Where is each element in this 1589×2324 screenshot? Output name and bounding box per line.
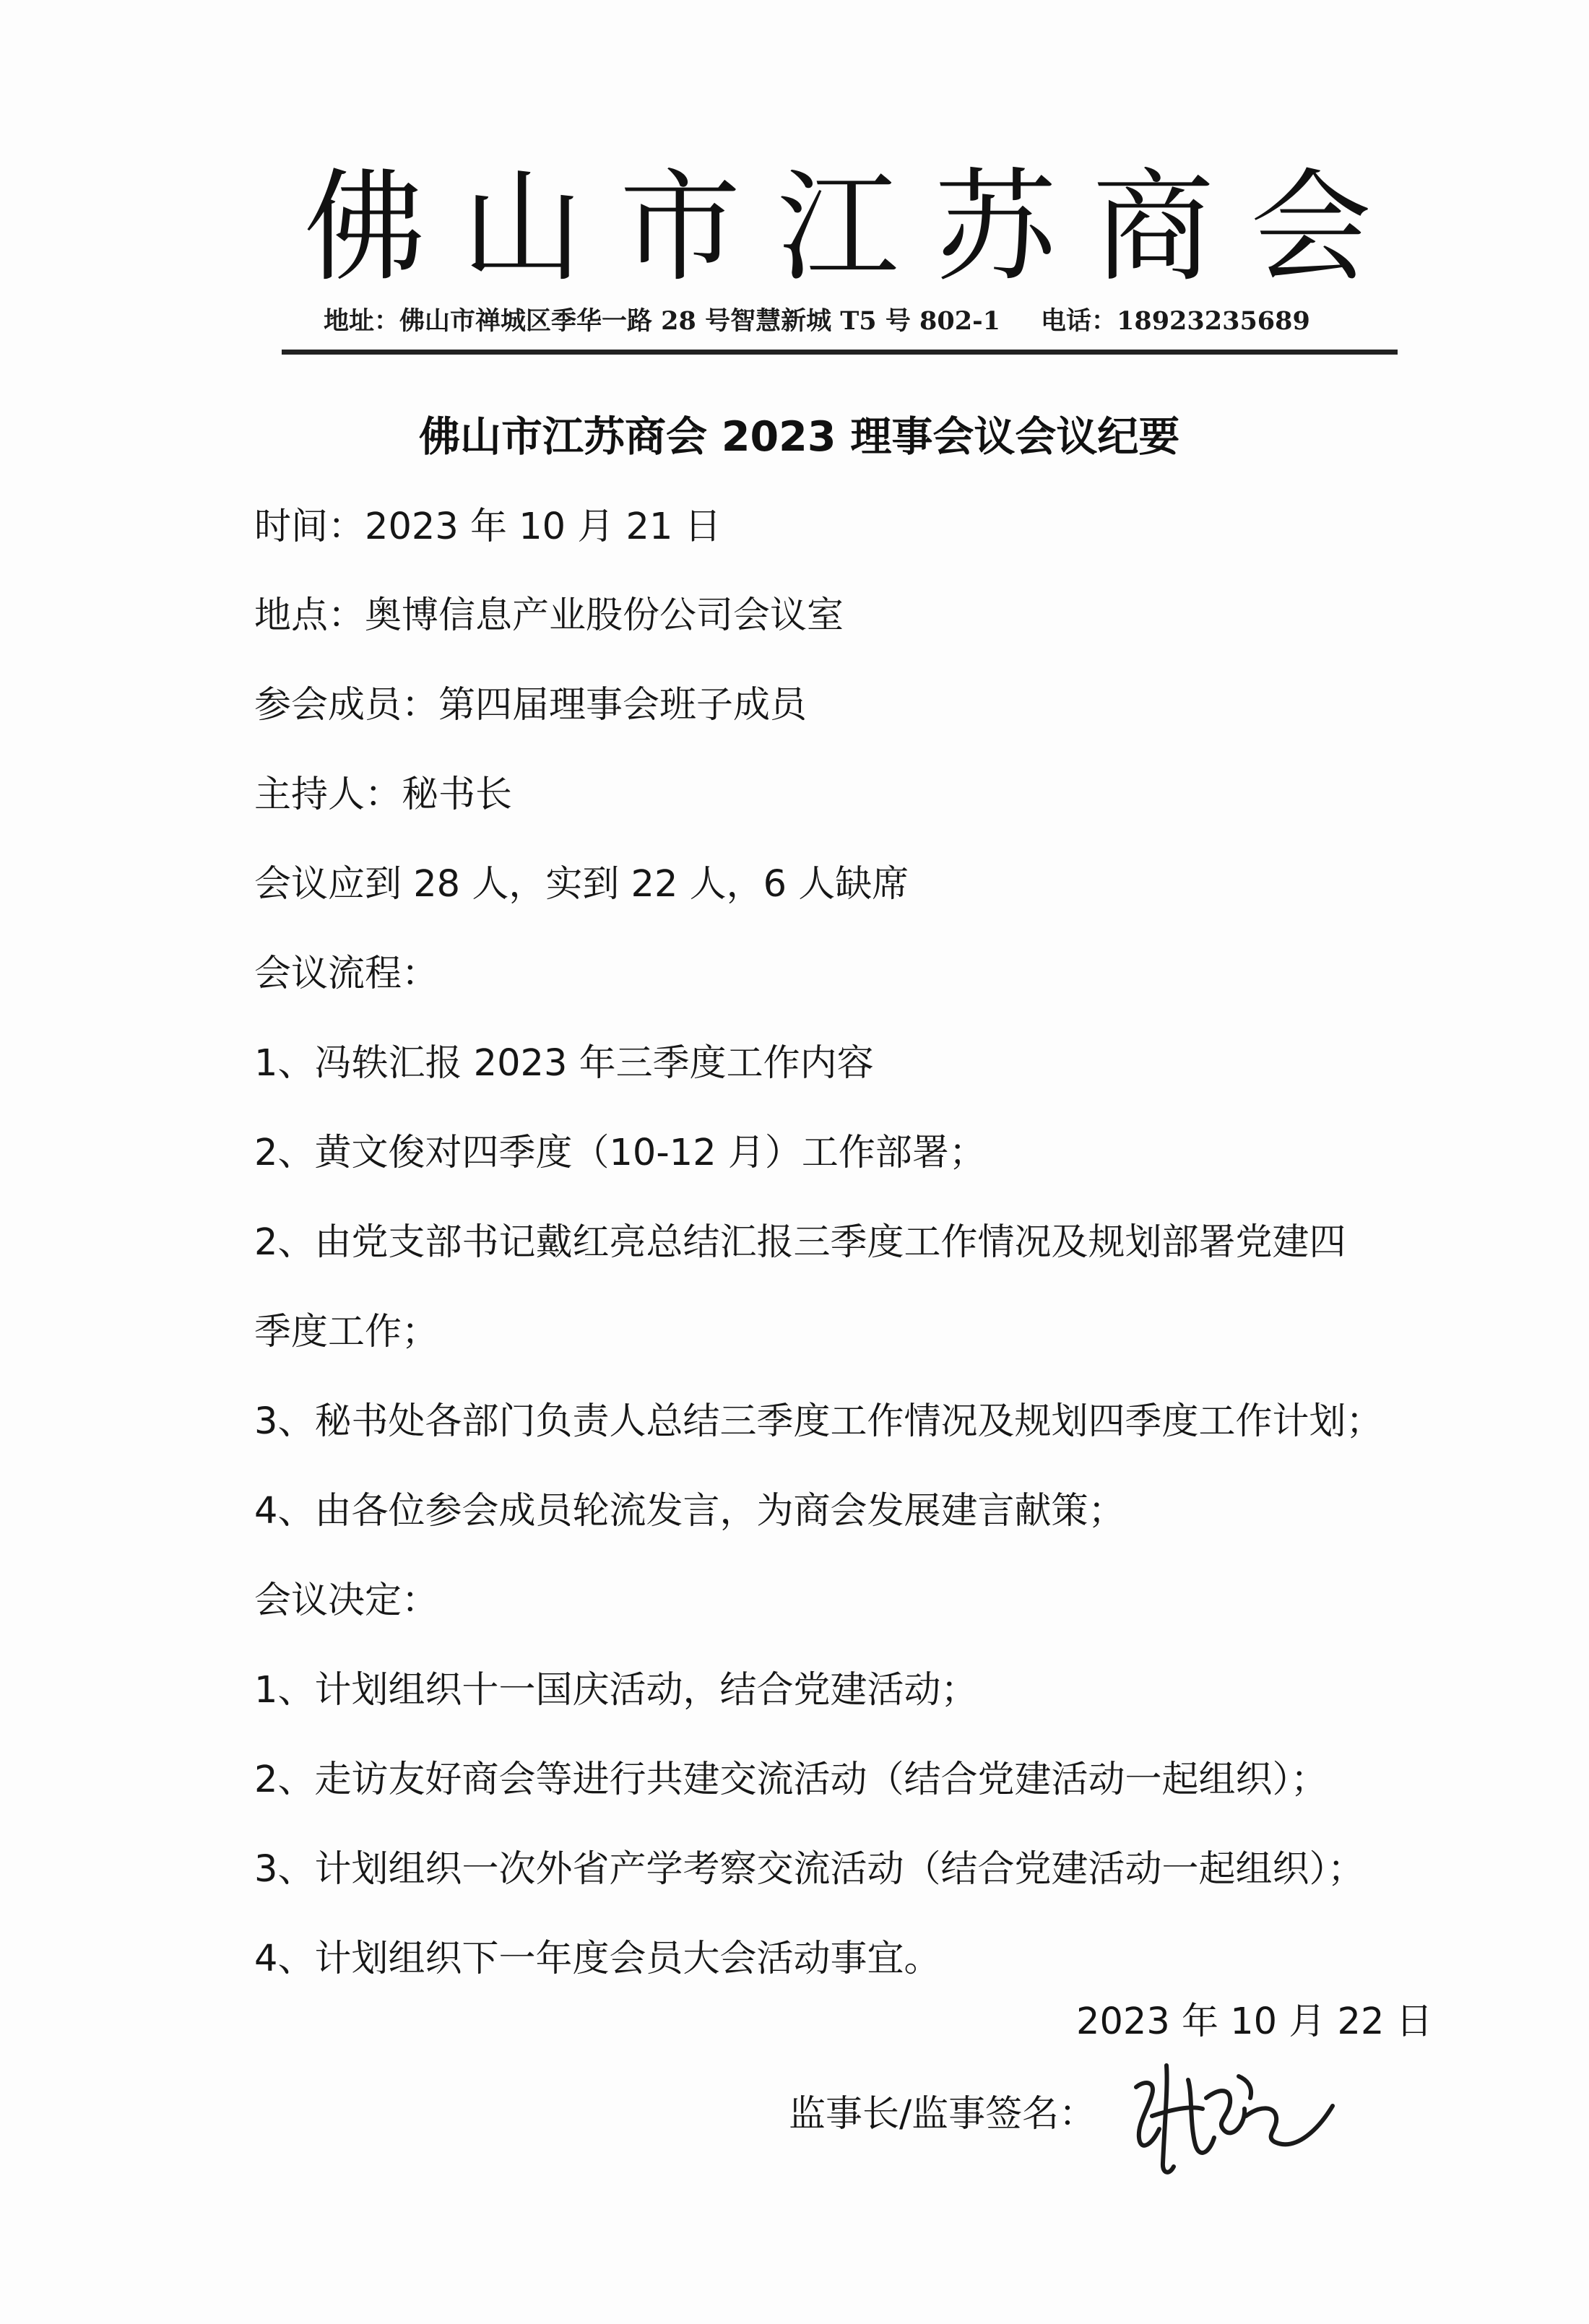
letterhead-phone: 电话：18923235689	[1040, 306, 1310, 336]
letterhead-char: 市	[619, 157, 741, 298]
process-item-continued: 季度工作；	[254, 1311, 439, 1353]
letterhead-char: 苏	[935, 157, 1057, 298]
decisions-heading: 会议决定：	[254, 1579, 439, 1622]
meeting-time: 时间：2023 年 10 月 21 日	[254, 506, 722, 548]
letterhead-divider	[282, 350, 1398, 355]
letterhead-char: 江	[776, 157, 899, 298]
letterhead-contact	[324, 303, 1335, 339]
letterhead-organization-name	[303, 155, 1372, 300]
meeting-place: 地点：奥博信息产业股份公司会议室	[254, 594, 844, 637]
letterhead-char: 佛	[304, 157, 425, 298]
signature-label: 监事长/监事签名：	[789, 2093, 1096, 2136]
letterhead-char: 会	[1250, 157, 1372, 298]
document-title: 佛山市江苏商会 2023 理事会议会议纪要	[419, 413, 1180, 461]
decision-item: 2、走访友好商会等进行共建交流活动（结合党建活动一起组织）；	[254, 1759, 1328, 1801]
process-item: 4、由各位参会成员轮流发言，为商会发展建言献策；	[254, 1490, 1125, 1532]
process-heading: 会议流程：	[254, 953, 439, 995]
meeting-host: 主持人：秘书长	[254, 773, 513, 816]
decision-item: 3、计划组织一次外省产学考察交流活动（结合党建活动一起组织）；	[254, 1848, 1364, 1891]
letterhead-char: 商	[1092, 157, 1214, 298]
handwritten-signature	[1123, 2037, 1340, 2181]
process-item: 2、黄文俊对四季度（10-12 月）工作部署；	[254, 1132, 986, 1174]
letterhead-char: 山	[462, 157, 584, 298]
decision-item: 1、计划组织十一国庆活动，结合党建活动；	[254, 1669, 978, 1712]
process-item: 1、冯轶汇报 2023 年三季度工作内容	[254, 1042, 874, 1085]
document-date: 2023 年 10 月 22 日	[1076, 2000, 1433, 2043]
process-item: 2、由党支部书记戴红亮总结汇报三季度工作情况及规划部署党建四	[254, 1221, 1346, 1264]
process-item: 3、秘书处各部门负责人总结三季度工作情况及规划四季度工作计划；	[254, 1400, 1383, 1443]
letterhead-address: 地址：佛山市禅城区季华一路 28 号智慧新城 T5 号 802-1	[324, 306, 1000, 336]
meeting-members: 参会成员：第四届理事会班子成员	[254, 684, 808, 727]
decision-item: 4、计划组织下一年度会员大会活动事宜。	[254, 1938, 941, 1980]
meeting-attendance: 会议应到 28 人，实到 22 人，6 人缺席	[254, 863, 909, 906]
